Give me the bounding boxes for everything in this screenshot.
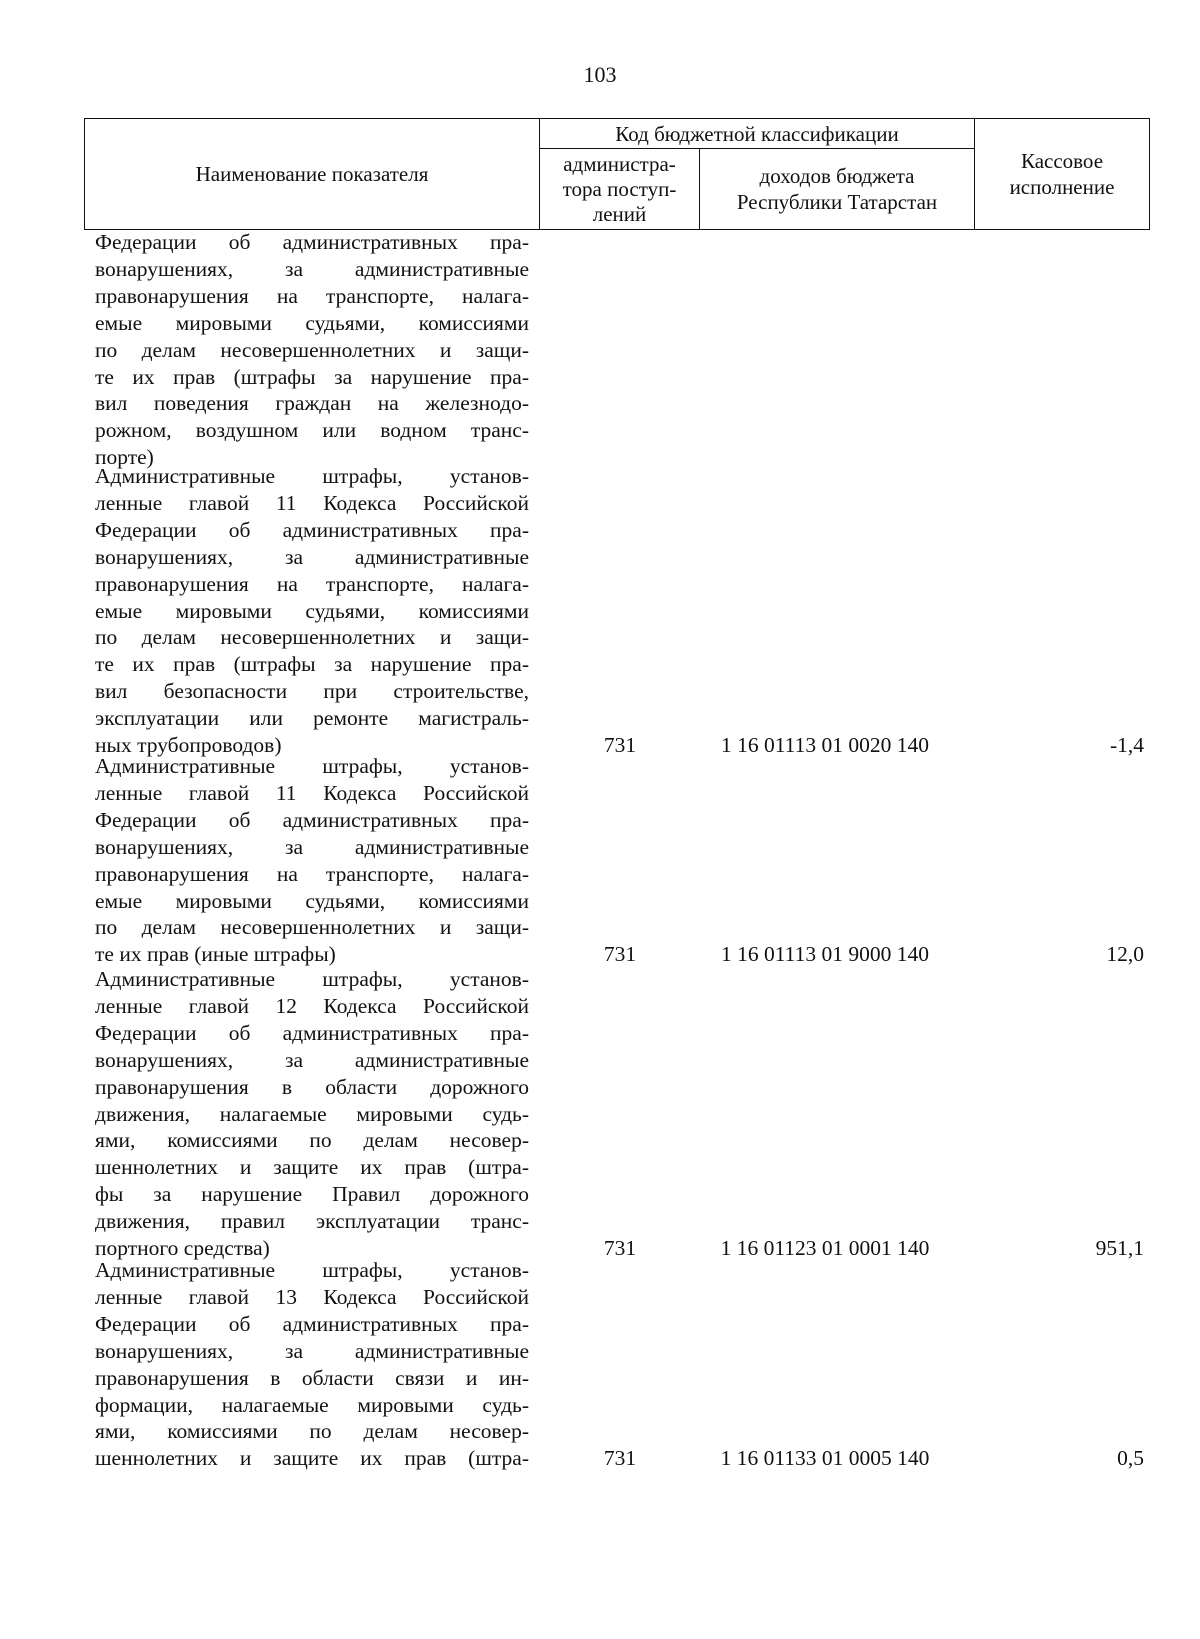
header-cash (975, 119, 1149, 229)
header-admin-line: администра- (563, 151, 676, 176)
row-description-line: правонарушения в области дорожного (95, 1074, 529, 1099)
row-description-line: Федерации об административных пра- (95, 230, 529, 254)
row-description-line: порте) (95, 445, 154, 470)
row-description-line: ленные главой 12 Кодекса Российской (95, 993, 529, 1018)
header-income-line: Республики Татарстан (736, 190, 938, 214)
table-header (84, 118, 1150, 230)
row-description (95, 463, 529, 759)
header-cash-line: исполнение (1009, 175, 1115, 199)
page-number: 103 (583, 62, 617, 87)
row-description-line: Административные штрафы, установ- (95, 464, 529, 488)
row-description (95, 229, 529, 471)
header-income (700, 149, 975, 229)
row-description-line: емые мировыми судьями, комиссиями (95, 310, 529, 335)
header-name: Наименование показателя (85, 119, 540, 229)
row-description-line: ленные главой 13 Кодекса Российской (95, 1284, 529, 1309)
row-description-line: по делам несовершеннолетних и защи- (95, 625, 529, 650)
row-description-line: по делам несовершеннолетних и защи- (95, 915, 529, 940)
row-description-line: вонарушениях, за административные (95, 1338, 529, 1363)
row-description-line: вонарушениях, за административные (95, 544, 529, 569)
row-description-line: Федерации об административных пра- (95, 517, 529, 542)
row-budget-code: 1 16 01113 01 0020 140 (720, 733, 930, 757)
row-description-line: вил поведения граждан на железнодо- (95, 391, 529, 416)
row-description-line: эксплуатации или ремонте магистраль- (95, 706, 529, 731)
row-budget-code: 1 16 01123 01 0001 140 (720, 1236, 930, 1260)
row-description-line: по делам несовершеннолетних и защи- (95, 337, 529, 362)
row-amount: -1,4 (1109, 733, 1144, 757)
row-description-line: Административные штрафы, установ- (95, 1258, 529, 1282)
row-description-line: движения, правил эксплуатации транс- (95, 1209, 529, 1234)
row-description-line: ленные главой 11 Кодекса Российской (95, 780, 529, 805)
row-description-line: вонарушениях, за административные (95, 834, 529, 859)
row-admin-code: 731 (603, 1236, 637, 1260)
row-admin-code: 731 (603, 733, 637, 757)
header-code-group: Код бюджетной классификации (540, 119, 975, 149)
row-amount: 12,0 (1106, 942, 1144, 967)
row-budget-code: 1 16 01113 01 9000 140 (720, 942, 930, 967)
row-description-line: Административные штрафы, установ- (95, 754, 529, 778)
row-description-line: правонарушения на транспорте, налага- (95, 861, 529, 886)
row-admin-code: 731 (603, 942, 637, 967)
row-description-line: ных трубопроводов) (95, 733, 282, 758)
row-admin-code: 731 (603, 1446, 637, 1471)
row-description-line: емые мировыми судьями, комиссиями (95, 888, 529, 913)
row-description (95, 966, 529, 1262)
row-description-line: Федерации об административных пра- (95, 807, 529, 832)
row-description-line: шеннолетних и защите их прав (штра- (95, 1446, 529, 1471)
row-description-line: те их прав (штрафы за нарушение пра- (95, 652, 529, 677)
row-description-line: шеннолетних и защите их прав (штра- (95, 1155, 529, 1180)
row-description-line: ленные главой 11 Кодекса Российской (95, 490, 529, 515)
row-description-line: те их прав (штрафы за нарушение пра- (95, 364, 529, 389)
row-description-line: движения, налагаемые мировыми судь- (95, 1101, 529, 1126)
row-description-line: портного средства) (95, 1236, 270, 1261)
row-description-line: те их прав (иные штрафы) (95, 942, 336, 967)
row-budget-code: 1 16 01133 01 0005 140 (720, 1446, 930, 1471)
row-description-line: емые мировыми судьями, комиссиями (95, 598, 529, 623)
row-description-line: ями, комиссиями по делам несовер- (95, 1419, 529, 1444)
row-description-line: вонарушениях, за административные (95, 1047, 529, 1072)
header-admin (540, 149, 700, 229)
row-description-line: Федерации об административных пра- (95, 1311, 529, 1336)
row-description-line: Административные штрафы, установ- (95, 967, 529, 991)
header-cash-line: Кассовое (1020, 149, 1104, 173)
row-description-line: правонарушения в области связи и ин- (95, 1365, 529, 1390)
row-description-line: ями, комиссиями по делам несовер- (95, 1128, 529, 1153)
row-description-line: Федерации об административных пра- (95, 1020, 529, 1045)
header-income-line: доходов бюджета (759, 164, 915, 188)
header-admin-line: лений (592, 201, 647, 226)
row-description-line: рожном, воздушном или водном транс- (95, 418, 529, 443)
row-description-line: вонарушениях, за административные (95, 256, 529, 281)
row-description (95, 753, 529, 968)
row-amount: 0,5 (1117, 1446, 1144, 1471)
row-description-line: фы за нарушение Правил дорожного (95, 1182, 529, 1207)
row-description-line: вил безопасности при строительстве, (95, 679, 529, 704)
row-description-line: правонарушения на транспорте, налага- (95, 283, 529, 308)
row-description-line: правонарушения на транспорте, налага- (95, 571, 529, 596)
row-amount: 951,1 (1095, 1236, 1144, 1260)
row-description-line: формации, налагаемые мировыми судь- (95, 1392, 529, 1417)
header-admin-line: тора поступ- (562, 176, 677, 201)
row-description (95, 1257, 529, 1472)
